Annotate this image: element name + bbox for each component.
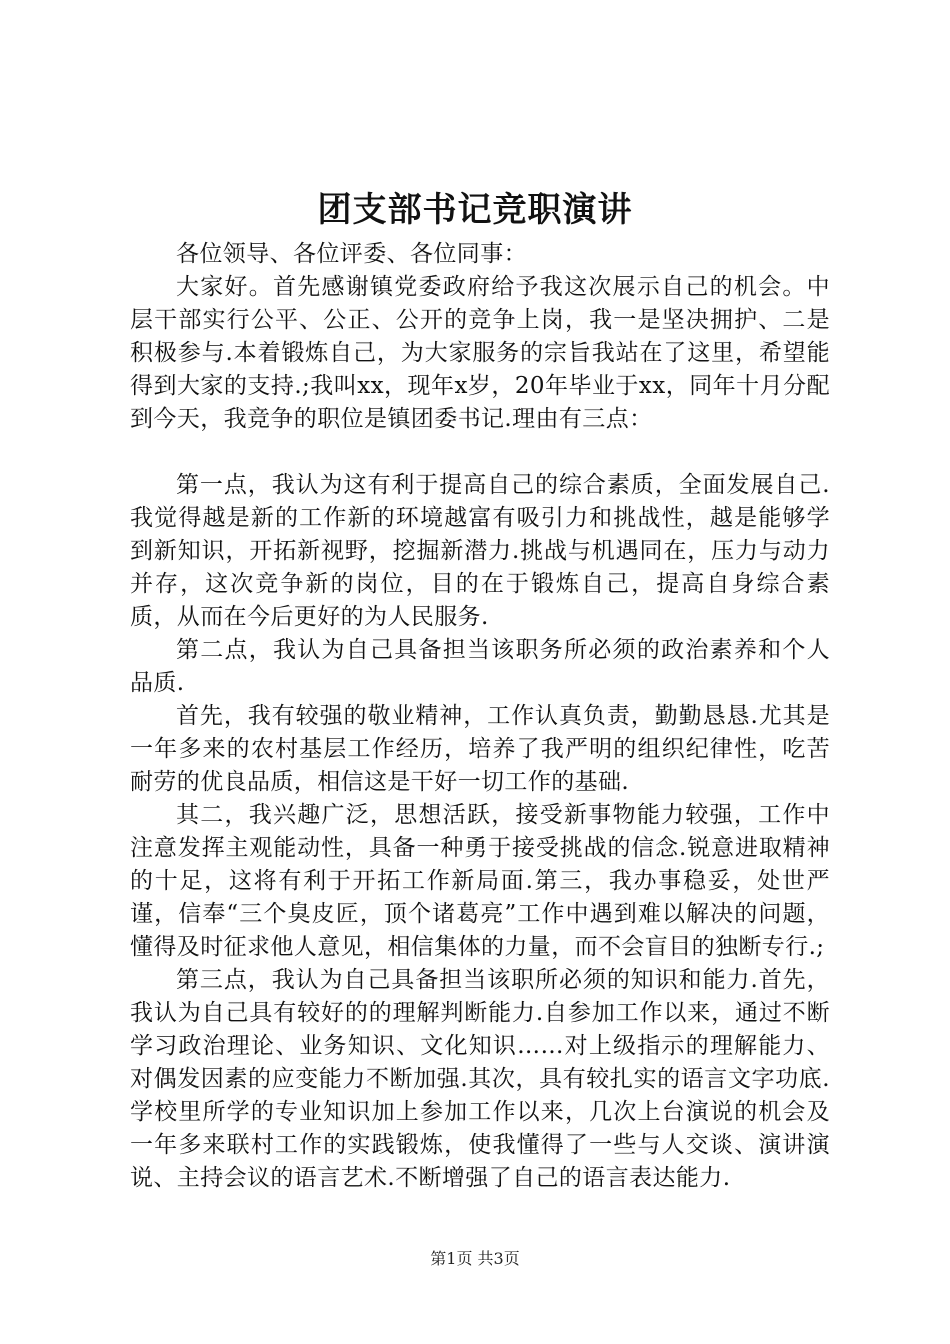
point-two-paragraph: 第二点，我认为自己具备担当该职务所必须的政治素养和个人品质. xyxy=(130,637,830,696)
document-title: 团支部书记竞职演讲 xyxy=(317,190,633,230)
point-three-paragraph: 第三点，我认为自己具备担当该职所必须的知识和能力.首先，我认为自己具有较好的的理解判断能力.自参加工作以来，通过不断学习政治理论、业务知识、文化知识……对上级指示的理解能力、对偶发因素的应变能力不断加强.其次，具有较扎实的语言文字功底.学校里所学的专业知识加上参加工作以来，几次上台演说的机会及一年多来联村工作的实践锻炼，使我懂得了一些与人交谈、演讲演说、主持会议的语言艺术.不断增强了自己的语言表达能力. xyxy=(130,967,830,1191)
point-one-paragraph: 第一点，我认为这有利于提高自己的综合素质，全面发展自己.我觉得越是新的工作新的环境越富有吸引力和挑战性，越是能够学到新知识，开拓新视野，挖掘新潜力.挑战与机遇同在，压力与动力并存，这次竞争新的岗位，目的在于锻炼自己，提高自身综合素质，从而在今后更好的为人民服务. xyxy=(130,472,830,630)
page-number-footer: 第1页 共3页 xyxy=(430,1249,520,1268)
second-quality-paragraph: 其二，我兴趣广泛，思想活跃，接受新事物能力较强，工作中注意发挥主观能动性，具备一种勇于接受挑战的信念.锐意进取精神的十足，这将有利于开拓工作新局面.第三，我办事稳妥，处世严谨，信奉“三个臭皮匠，顶个诸葛亮”工作中遇到难以解决的问题，懂得及时征求他人意见，相信集体的力量，而不会盲目的独断专行.; xyxy=(130,802,830,960)
document-body xyxy=(130,238,830,1195)
first-quality-paragraph: 首先，我有较强的敬业精神，工作认真负责，勤勤恳恳.尤其是一年多来的农村基层工作经历，培养了我严明的组织纪律性，吃苦耐劳的优良品质，相信这是干好一切工作的基础. xyxy=(130,703,830,795)
salutation-paragraph: 各位领导、各位评委、各位同事： xyxy=(176,241,527,267)
intro-paragraph: 大家好。首先感谢镇党委政府给予我这次展示自己的机会。中层干部实行公平、公正、公开的竞争上岗，我一是坚决拥护、二是积极参与.本着锻炼自己，为大家服务的宗旨我站在了这里，希望能得到大家的支持.;我叫xx，现年x岁，20年毕业于xx，同年十月分配到今天，我竞争的职位是镇团委书记.理由有三点： xyxy=(130,274,830,432)
